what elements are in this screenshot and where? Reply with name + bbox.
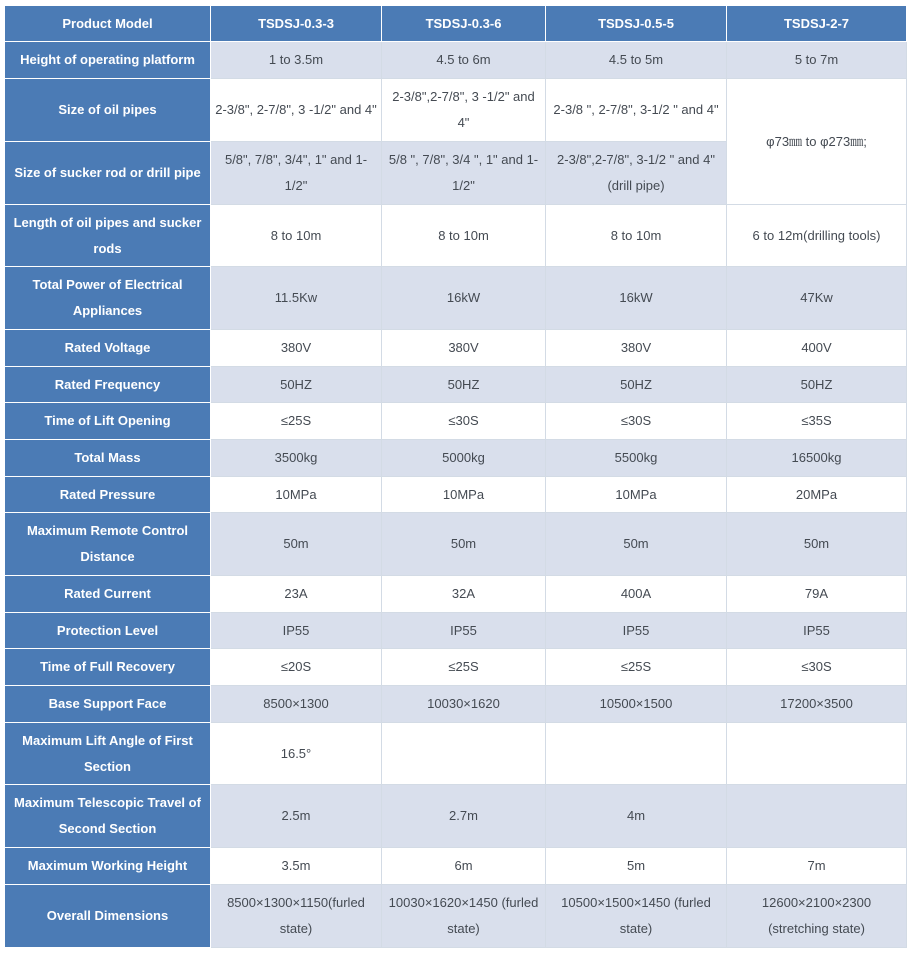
table-cell: 2-3/8",2-7/8", 3-1/2 " and 4" (drill pipe): [546, 142, 727, 205]
table-cell: 17200×3500: [727, 686, 907, 723]
table-cell: 10030×1620×1450 (furled state): [382, 885, 546, 948]
table-cell: 8 to 10m: [382, 205, 546, 267]
table-cell: 5/8", 7/8", 3/4", 1" and 1-1/2": [211, 142, 382, 205]
table-row: [5, 649, 907, 686]
table-cell: 4.5 to 6m: [382, 42, 546, 79]
table-cell: ≤35S: [727, 403, 907, 440]
table-cell: 16.5°: [211, 723, 382, 785]
table-cell: 23A: [211, 576, 382, 613]
table-cell: 2-3/8 ", 2-7/8", 3-1/2 " and 4": [546, 79, 727, 142]
table-cell: 10MPa: [382, 477, 546, 513]
table-cell: 400V: [727, 330, 907, 367]
row-label: Rated Voltage: [5, 330, 211, 367]
table-cell: 16kW: [382, 267, 546, 330]
table-cell: 400A: [546, 576, 727, 613]
table-cell: IP55: [546, 613, 727, 649]
table-cell: 16kW: [546, 267, 727, 330]
table-cell: 5/8 ", 7/8", 3/4 ", 1" and 1-1/2": [382, 142, 546, 205]
header-product-model: Product Model: [5, 6, 211, 42]
product-spec-table: [4, 5, 907, 948]
table-cell: 8 to 10m: [546, 205, 727, 267]
table-row: [5, 686, 907, 723]
table-row: [5, 513, 907, 576]
row-label: Time of Full Recovery: [5, 649, 211, 686]
table-cell: 32A: [382, 576, 546, 613]
row-label: Maximum Lift Angle of First Section: [5, 723, 211, 785]
table-row: [5, 785, 907, 848]
row-label: Time of Lift Opening: [5, 403, 211, 440]
table-cell: 16500kg: [727, 440, 907, 477]
row-label: Size of sucker rod or drill pipe: [5, 142, 211, 205]
table-cell: 5500kg: [546, 440, 727, 477]
header-model-4: TSDSJ-2-7: [727, 6, 907, 42]
table-cell: 50m: [382, 513, 546, 576]
table-cell: 50m: [546, 513, 727, 576]
table-cell: 10MPa: [546, 477, 727, 513]
table-cell: [727, 785, 907, 848]
table-cell: IP55: [211, 613, 382, 649]
table-cell: 3500kg: [211, 440, 382, 477]
row-label: Base Support Face: [5, 686, 211, 723]
table-cell: 2.5m: [211, 785, 382, 848]
table-cell: 2-3/8", 2-7/8", 3 -1/2" and 4": [211, 79, 382, 142]
table-cell: ≤25S: [546, 649, 727, 686]
table-cell: 12600×2100×2300 (stretching state): [727, 885, 907, 948]
table-cell: 10MPa: [211, 477, 382, 513]
table-cell: 2-3/8",2-7/8", 3 -1/2" and 4": [382, 79, 546, 142]
row-label: Maximum Remote Control Distance: [5, 513, 211, 576]
table-row: [5, 848, 907, 885]
table-cell: ≤30S: [727, 649, 907, 686]
merged-pipe-size-cell: φ73㎜ to φ273㎜;: [727, 79, 907, 205]
table-cell: 50HZ: [211, 367, 382, 403]
table-row: [5, 723, 907, 785]
table-cell: 4.5 to 5m: [546, 42, 727, 79]
table-cell: [382, 723, 546, 785]
spec-table-container: [4, 5, 907, 948]
table-cell: 10030×1620: [382, 686, 546, 723]
table-row: [5, 42, 907, 79]
table-row: [5, 205, 907, 267]
row-label: Rated Frequency: [5, 367, 211, 403]
row-label: Height of operating platform: [5, 42, 211, 79]
table-cell: 50HZ: [546, 367, 727, 403]
table-cell: IP55: [382, 613, 546, 649]
table-cell: 20MPa: [727, 477, 907, 513]
row-label: Maximum Telescopic Travel of Second Section: [5, 785, 211, 848]
table-cell: 5 to 7m: [727, 42, 907, 79]
table-cell: 50HZ: [382, 367, 546, 403]
row-label: Maximum Working Height: [5, 848, 211, 885]
table-cell: 5000kg: [382, 440, 546, 477]
table-cell: 10500×1500×1450 (furled state): [546, 885, 727, 948]
table-cell: 380V: [382, 330, 546, 367]
table-cell: 380V: [546, 330, 727, 367]
table-cell: ≤25S: [211, 403, 382, 440]
row-label: Overall Dimensions: [5, 885, 211, 948]
header-row: [5, 6, 907, 42]
table-cell: 47Kw: [727, 267, 907, 330]
table-row: [5, 79, 907, 142]
table-cell: 6 to 12m(drilling tools): [727, 205, 907, 267]
table-cell: 5m: [546, 848, 727, 885]
row-label: Size of oil pipes: [5, 79, 211, 142]
table-cell: 50HZ: [727, 367, 907, 403]
table-cell: 3.5m: [211, 848, 382, 885]
table-row: [5, 367, 907, 403]
table-cell: ≤20S: [211, 649, 382, 686]
table-row: [5, 440, 907, 477]
table-cell: 79A: [727, 576, 907, 613]
table-cell: ≤30S: [546, 403, 727, 440]
table-row: [5, 885, 907, 948]
row-label: Rated Current: [5, 576, 211, 613]
row-label: Total Power of Electrical Appliances: [5, 267, 211, 330]
header-model-1: TSDSJ-0.3-3: [211, 6, 382, 42]
table-row: [5, 267, 907, 330]
table-cell: 6m: [382, 848, 546, 885]
table-row: [5, 576, 907, 613]
table-row: [5, 613, 907, 649]
row-label: Protection Level: [5, 613, 211, 649]
row-label: Rated Pressure: [5, 477, 211, 513]
row-label: Total Mass: [5, 440, 211, 477]
table-cell: ≤30S: [382, 403, 546, 440]
table-cell: 8500×1300×1150(furled state): [211, 885, 382, 948]
table-cell: [727, 723, 907, 785]
table-row: [5, 330, 907, 367]
table-row: [5, 403, 907, 440]
table-cell: 2.7m: [382, 785, 546, 848]
table-cell: 4m: [546, 785, 727, 848]
table-cell: 7m: [727, 848, 907, 885]
table-cell: 8 to 10m: [211, 205, 382, 267]
header-model-2: TSDSJ-0.3-6: [382, 6, 546, 42]
table-cell: 50m: [727, 513, 907, 576]
table-cell: 380V: [211, 330, 382, 367]
table-cell: [546, 723, 727, 785]
table-cell: ≤25S: [382, 649, 546, 686]
table-cell: 8500×1300: [211, 686, 382, 723]
table-cell: 10500×1500: [546, 686, 727, 723]
header-model-3: TSDSJ-0.5-5: [546, 6, 727, 42]
table-row: [5, 477, 907, 513]
row-label: Length of oil pipes and sucker rods: [5, 205, 211, 267]
table-cell: 50m: [211, 513, 382, 576]
table-cell: 11.5Kw: [211, 267, 382, 330]
table-cell: IP55: [727, 613, 907, 649]
table-cell: 1 to 3.5m: [211, 42, 382, 79]
